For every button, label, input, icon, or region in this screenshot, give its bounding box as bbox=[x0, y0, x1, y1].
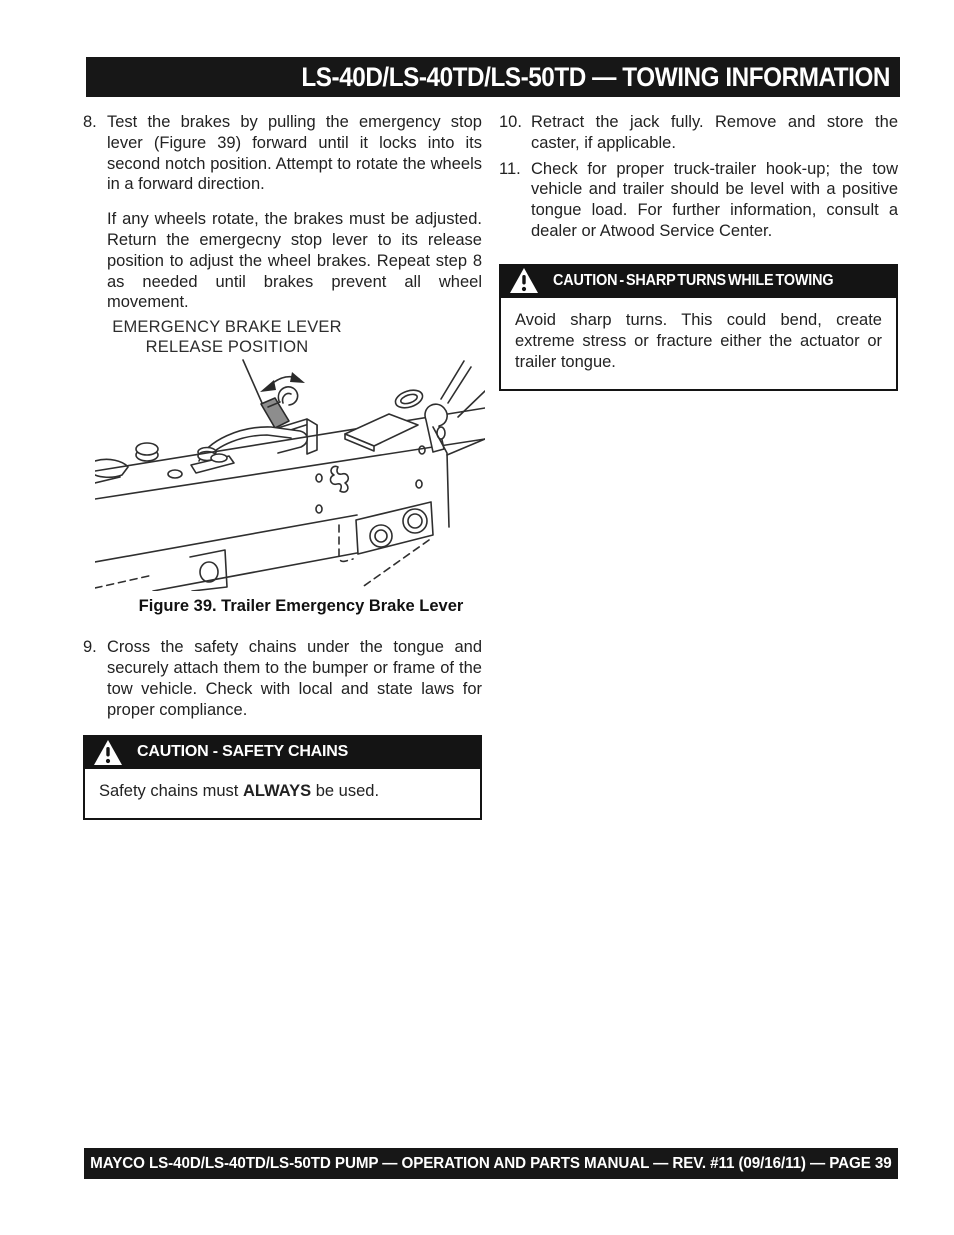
list-item-9 bbox=[83, 637, 482, 720]
figure-39 bbox=[83, 317, 482, 616]
caution-box-sharp-turns bbox=[499, 264, 898, 391]
caution-title: CAUTION - SHARP TURNS WHILE TOWING bbox=[553, 271, 834, 289]
list-item-10 bbox=[499, 112, 898, 154]
caution-header bbox=[83, 735, 482, 769]
caution-body: Safety chains must ALWAYS be used. bbox=[83, 769, 482, 820]
figure-callout-label: EMERGENCY BRAKE LEVER RELEASE POSITION bbox=[112, 318, 342, 357]
item11-paragraph-1: Check for proper truck-trailer hook-up; the tow vehicle and trailer should be level with a positive tongue load. For further information, consult a dealer or Atwood Service Center. bbox=[531, 159, 898, 240]
list-number: 8. bbox=[83, 113, 97, 131]
list-item-8 bbox=[83, 112, 482, 313]
right-column bbox=[499, 112, 898, 820]
page-footer-bar bbox=[84, 1148, 898, 1179]
page-header-bar bbox=[86, 57, 900, 97]
list-number: 9. bbox=[83, 638, 97, 657]
caution-header bbox=[499, 264, 898, 298]
item10-paragraph-1: Retract the jack fully. Remove and store the caster, if applicable. bbox=[531, 113, 898, 152]
caution-title: CAUTION - SAFETY CHAINS bbox=[137, 743, 349, 761]
warning-icon bbox=[93, 739, 123, 766]
left-column bbox=[83, 112, 482, 820]
page-title: LS-40D/LS-40TD/LS-50TD — TOWING INFORMATION bbox=[301, 61, 890, 92]
always-emphasis: ALWAYS bbox=[242, 782, 312, 801]
figure-caption: Figure 39. Trailer Emergency Brake Lever bbox=[138, 597, 464, 616]
item8-paragraph-1: Test the brakes by pulling the emergency stop lever (Figure 39) forward until it locks into its second notch position. Attempt to rotate the wheels in a forward direction. bbox=[107, 113, 482, 194]
item8-paragraph-2: If any wheels rotate, the brakes must be adjusted. Return the emergecny stop lever to its release position to adjust the wheel brakes. Repeat step 8 as needed until brakes prevent all wheel movement. bbox=[107, 210, 482, 312]
list-item-11 bbox=[499, 159, 898, 242]
warning-icon bbox=[509, 267, 539, 294]
caution-box-safety-chains bbox=[83, 735, 482, 820]
caution-body: Avoid sharp turns. This could bend, create extreme stress or fracture either the actuator or trailer tongue. bbox=[499, 298, 898, 391]
item9-paragraph-1: Cross the safety chains under the tongue and securely attach them to the bumper or frame of the tow vehicle. Check with local and state laws for proper compliance. bbox=[107, 638, 482, 719]
trailer-brake-lever-illustration bbox=[95, 357, 485, 591]
two-column-body bbox=[83, 112, 898, 820]
footer-text: MAYCO LS-40D/LS-40TD/LS-50TD PUMP — OPERATION AND PARTS MANUAL — REV. #11 (09/16/11) — PAGE 39 bbox=[90, 1154, 892, 1172]
list-number: 10. bbox=[499, 113, 522, 131]
leader-line bbox=[243, 360, 262, 403]
list-number: 11. bbox=[499, 159, 521, 178]
